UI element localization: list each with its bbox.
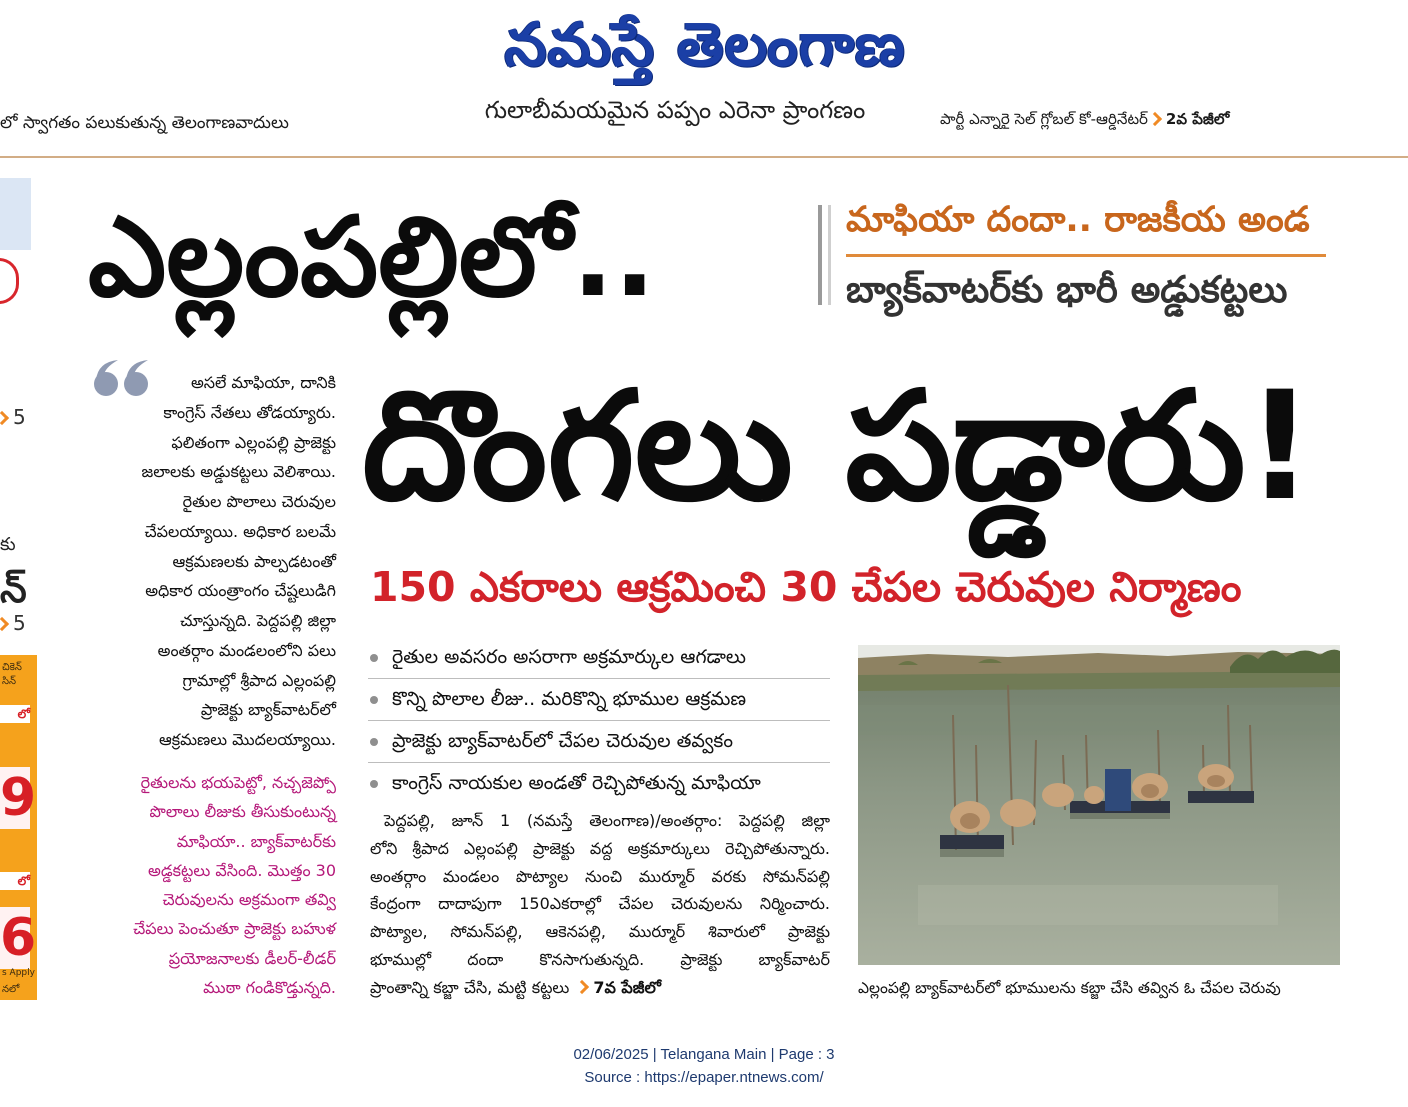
headline-line-2: దొంగలు పడ్డారు! bbox=[362, 360, 1315, 534]
pull-quote-line: జలాలకు అడ్డుకట్టలు వెలిశాయి. bbox=[141, 462, 336, 482]
ad-number-1: 9 bbox=[0, 768, 37, 828]
left-ad-box bbox=[0, 655, 37, 1000]
pull-quote-line: అధికార యంత్రాంగం చేష్టలుడిగి bbox=[145, 581, 336, 601]
edition-line: 02/06/2025 | Telangana Main | Page : 3 bbox=[573, 1046, 835, 1063]
summary-box bbox=[96, 768, 336, 1002]
source-line: Source : https://epaper.ntnews.com/ bbox=[584, 1069, 824, 1086]
highlight-text: కొన్ని పొలాల లీజు.. మరికొన్ని భూముల ఆక్రమణ bbox=[392, 688, 747, 710]
article-body bbox=[370, 807, 830, 1002]
ad-note: s Apply bbox=[2, 968, 35, 978]
pull-quote-line: అసలే మాఫియా, దానికి bbox=[190, 373, 336, 392]
page-ref-number: 5 bbox=[13, 405, 26, 429]
continued-page-ref: 7వ పేజీలో bbox=[593, 977, 661, 997]
headline-kicker: మాఫియా దందా.. రాజకీయ అండ bbox=[846, 200, 1310, 240]
partial-logo-icon bbox=[0, 258, 19, 304]
pull-quote-line: ఫలితంగా ఎల్లంపల్లి ప్రాజెక్టు bbox=[171, 432, 336, 452]
summary-line: చేపలు పెంచుతూ ప్రాజెక్టు బహుళ bbox=[133, 919, 336, 939]
masthead-logo: నమస్తే తెలంగాణ bbox=[504, 10, 906, 80]
left-fragment-2: న్ bbox=[0, 567, 27, 611]
teaser-page-ref: 2వ పేజీలో bbox=[1165, 110, 1230, 128]
highlight-item bbox=[368, 721, 830, 763]
ad-line-1: చికెన్ bbox=[2, 662, 22, 673]
pull-quote-line: ఆక్రమణలు మొదలయ్యాయి. bbox=[158, 730, 336, 749]
left-page-ref-1 bbox=[0, 404, 34, 430]
body-line: భూముల్లో దందా కొనసాగుతున్నది. ప్రాజెక్టు బ్యాక్‌వాటర్ bbox=[370, 949, 830, 969]
top-left-caption: లో స్వాగతం పలుకుతున్న తెలంగాణవాదులు bbox=[0, 113, 289, 133]
body-last-line bbox=[370, 974, 830, 1002]
kicker-underline bbox=[846, 254, 1326, 257]
pull-quote-line: గ్రామాల్లో శ్రీపాద ఎల్లంపల్లి bbox=[182, 670, 336, 690]
pull-quote-line: ఆక్రమణలకు పాల్పడటంతో bbox=[172, 551, 336, 571]
bullet-icon bbox=[370, 738, 378, 746]
bullet-icon bbox=[370, 780, 378, 788]
kicker-divider bbox=[818, 205, 822, 305]
pull-quote-line: ప్రాజెక్టు బ్యాక్‌వాటర్‌లో bbox=[200, 700, 336, 720]
highlights-list bbox=[368, 637, 830, 804]
highlight-text: కాంగ్రెస్ నాయకుల అండతో రెచ్చిపోతున్న మాఫియా bbox=[392, 772, 761, 794]
pull-quote-line: చూస్తున్నది. పెద్దపల్లి జిల్లా bbox=[180, 611, 336, 630]
chevron-right-icon bbox=[0, 616, 9, 630]
masthead-divider bbox=[0, 156, 1408, 158]
highlight-item bbox=[368, 637, 830, 679]
highlight-item bbox=[368, 679, 830, 721]
headline-line-1: ఎల్లంపల్లిలో.. bbox=[88, 193, 656, 321]
left-strip-panel bbox=[0, 178, 31, 250]
pull-quote-line: అంతర్గాం మండలంలోని పలు bbox=[157, 640, 336, 660]
bullet-icon bbox=[370, 654, 378, 662]
chevron-right-icon bbox=[1148, 111, 1162, 125]
page-ref-number: 5 bbox=[13, 611, 26, 635]
body-line: అంతర్గాం మండలం పొట్యాల నుంచి ముర్మూర్ వరకు సోమన్‌పల్లి bbox=[370, 866, 830, 886]
chevron-right-icon bbox=[0, 410, 9, 424]
summary-line: మాఫియా.. బ్యాక్‌వాటర్‌కు bbox=[176, 831, 336, 851]
photo-caption: ఎల్లంపల్లి బ్యాక్‌వాటర్‌లో భూములను కబ్జా చేసి తవ్విన ఓ చేపల చెరువు bbox=[858, 979, 1281, 997]
chevron-right-icon bbox=[575, 980, 589, 994]
pull-quote bbox=[96, 368, 336, 755]
ad-tag-2: లో bbox=[0, 872, 30, 890]
highlight-item bbox=[368, 763, 830, 804]
kicker-divider-light bbox=[828, 205, 831, 305]
body-line: పెద్దపల్లి, జూన్ 1 (నమస్తే తెలంగాణ)/అంతర్గాం: పెద్దపల్లి జిల్లా bbox=[384, 811, 830, 830]
highlight-text: ప్రాజెక్టు బ్యాక్‌వాటర్‌లో చేపల చెరువుల తవ్వకం bbox=[392, 730, 733, 752]
body-line: ప్రాంతాన్ని కబ్జా చేసి, మట్టి కట్టలు bbox=[370, 977, 570, 997]
pull-quote-line: రైతుల పొలాలు చెరువుల bbox=[182, 492, 336, 511]
pond-photo bbox=[858, 645, 1340, 965]
ad-tag-1: లో bbox=[0, 705, 30, 723]
headline-subhead: 150 ఎకరాలు ఆక్రమించి 30 చేపల చెరువుల నిర్మాణం bbox=[370, 563, 1242, 611]
body-line: పొట్యాల, సోమన్‌పల్లి, ఆకెనపల్లి, ముర్మూర్ శివారులో ప్రాజెక్టు bbox=[370, 922, 830, 942]
ad-line-2: సిన్ bbox=[2, 676, 17, 687]
left-page-ref-2 bbox=[0, 610, 34, 636]
ad-tag-3: నలో bbox=[2, 984, 20, 995]
top-right-teaser bbox=[940, 106, 1310, 132]
body-line: లోని శ్రీపాద ఎల్లంపల్లి ప్రాజెక్టు వద్ద అక్రమార్కులు రెచ్చిపోతున్నారు. bbox=[370, 838, 830, 858]
highlight-text: రైతుల అవసరం అసరాగా అక్రమార్కుల ఆగడాలు bbox=[392, 646, 746, 668]
body-line: కేంద్రంగా దాదాపుగా 150ఎకరాల్లో చేపల చెరువులను నిర్మించారు. bbox=[370, 894, 830, 914]
summary-line: పొలాలు లీజుకు తీసుకుంటున్న bbox=[149, 802, 336, 822]
summary-line: ప్రయోజనాలకు డీలర్-లీడర్ bbox=[168, 948, 336, 968]
summary-line: చెరువులను అక్రమంగా తవ్వి bbox=[162, 890, 336, 910]
summary-line: అడ్డకట్టలు వేసింది. మొత్తం 30 bbox=[148, 860, 336, 880]
left-fragment-1: కు bbox=[0, 534, 16, 555]
pull-quote-line: చేపలయ్యాయి. అధికార బలమే bbox=[144, 521, 336, 541]
bullet-icon bbox=[370, 696, 378, 704]
pull-quote-line: కాంగ్రెస్ నేతలు తోడయ్యారు. bbox=[163, 402, 336, 422]
teaser-text: పార్టీ ఎన్నారై సెల్ గ్లోబల్ కో-ఆర్డినేటర్ bbox=[940, 110, 1148, 128]
ad-number-2: 6 bbox=[0, 908, 37, 968]
headline-deck: బ్యాక్‌వాటర్‌కు భారీ అడ్డుకట్టలు bbox=[846, 268, 1288, 311]
summary-line: రైతులను భయపెట్టో, నచ్చజెప్పో bbox=[140, 773, 336, 792]
summary-line: ముఠా గండికొడ్తున్నది. bbox=[203, 978, 336, 998]
top-center-caption: గులాబీమయమైన పప్పం ఎరెనా ప్రాంగణం bbox=[484, 96, 866, 124]
